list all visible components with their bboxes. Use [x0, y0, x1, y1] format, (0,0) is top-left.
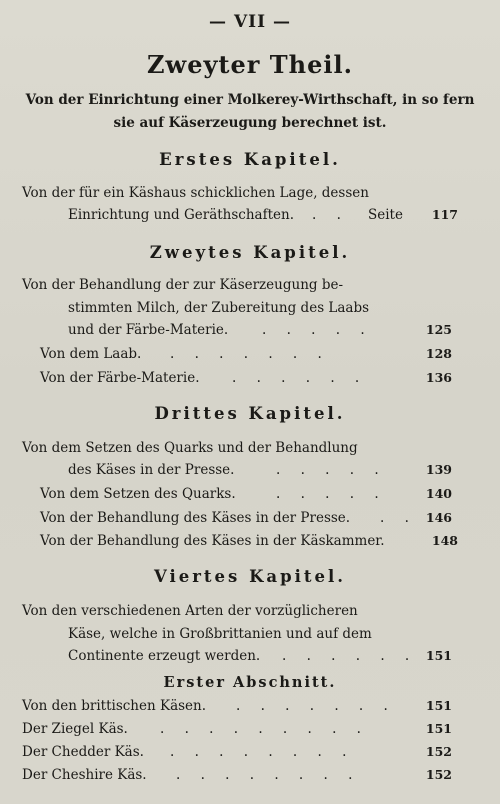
toc-entry-text: Von dem Laab.: [40, 346, 142, 362]
dot-leader: . . . . . . . . .: [160, 721, 369, 737]
toc-entry-text: und der Färbe-Materie.: [68, 322, 229, 338]
dot-leader: . . . . . . .: [236, 698, 396, 714]
page-ref: 151: [425, 698, 452, 713]
page-ref: 146: [425, 510, 452, 525]
part-title: Zweyter Theil.: [147, 50, 353, 79]
page-ref: 128: [425, 346, 452, 361]
toc-entry-text: Von den verschiedenen Arten der vorzüglicheren: [22, 603, 358, 619]
toc-entry-text: Von der Behandlung des Käses in der Käskammer.: [40, 533, 385, 549]
toc-entry-text: Von den brittischen Käsen.: [22, 698, 207, 714]
dot-leader: . . . . . . . .: [176, 767, 361, 783]
toc-entry-text: Von der Behandlung der zur Käserzeugung be-: [22, 277, 344, 293]
page-prefix: Seite: [368, 207, 403, 223]
page-ref: 136: [425, 370, 452, 385]
page-ref: 139: [425, 462, 452, 477]
toc-entry-text: Von der für ein Käshaus schicklichen Lage, dessen: [22, 185, 369, 201]
chapter-2-title: Zweytes Kapitel.: [149, 243, 351, 262]
toc-entry-text: Der Cheshire Käs.: [22, 767, 147, 783]
toc-entry-text: des Käses in der Presse.: [68, 462, 235, 478]
page-ref: 151: [425, 721, 452, 736]
page-ref: 140: [425, 486, 452, 501]
dot-leader: . . . . .: [276, 462, 387, 478]
toc-entry-text: Der Ziegel Käs.: [22, 721, 128, 737]
toc-entry-text: stimmten Milch, der Zubereitung des Laabs: [68, 300, 370, 316]
dot-leader: . . . . . .: [232, 370, 368, 386]
dot-leader: . . . . . . .: [170, 346, 330, 362]
dot-leader: . . . . . . . .: [170, 744, 355, 760]
chapter-1-title: Erstes Kapitel.: [159, 150, 341, 169]
toc-entry-text: Käse, welche in Großbrittanien und auf dem: [68, 626, 372, 642]
toc-entry-text: Von der Färbe-Materie.: [40, 370, 200, 386]
part-subtitle-line1: Von der Einrichtung einer Molkerey-Wirthschaft, in so fern: [25, 92, 475, 108]
page-ref: 148: [431, 533, 458, 548]
part-subtitle-line2: sie auf Käserzeugung berechnet ist.: [113, 115, 387, 131]
page-ref: 151: [425, 648, 452, 663]
page-ref: 152: [425, 767, 452, 782]
toc-entry-text: Einrichtung und Geräthschaften.: [68, 207, 294, 223]
toc-entry-text: Von der Behandlung des Käses in der Presse.: [40, 510, 351, 526]
page-ref: 117: [431, 207, 458, 222]
dot-leader: . . . . . .: [282, 648, 418, 664]
chapter-3-title: Drittes Kapitel.: [154, 404, 346, 423]
page-ref: 152: [425, 744, 452, 759]
dot-leader: . .: [312, 207, 349, 223]
chapter-4-title: Viertes Kapitel.: [153, 567, 347, 586]
dot-leader: . .: [380, 510, 417, 526]
dot-leader: . . . . .: [262, 322, 373, 338]
toc-entry-text: Von dem Setzen des Quarks.: [40, 486, 236, 502]
toc-entry-text: Der Chedder Käs.: [22, 744, 144, 760]
toc-entry-text: Continente erzeugt werden.: [68, 648, 261, 664]
dot-leader: . . . . .: [276, 486, 387, 502]
toc-entry-text: Von dem Setzen des Quarks und der Behandlung: [22, 440, 358, 456]
page-number: — VII —: [209, 12, 291, 32]
section-title: Erster Abschnitt.: [163, 674, 337, 691]
page-ref: 125: [425, 322, 452, 337]
